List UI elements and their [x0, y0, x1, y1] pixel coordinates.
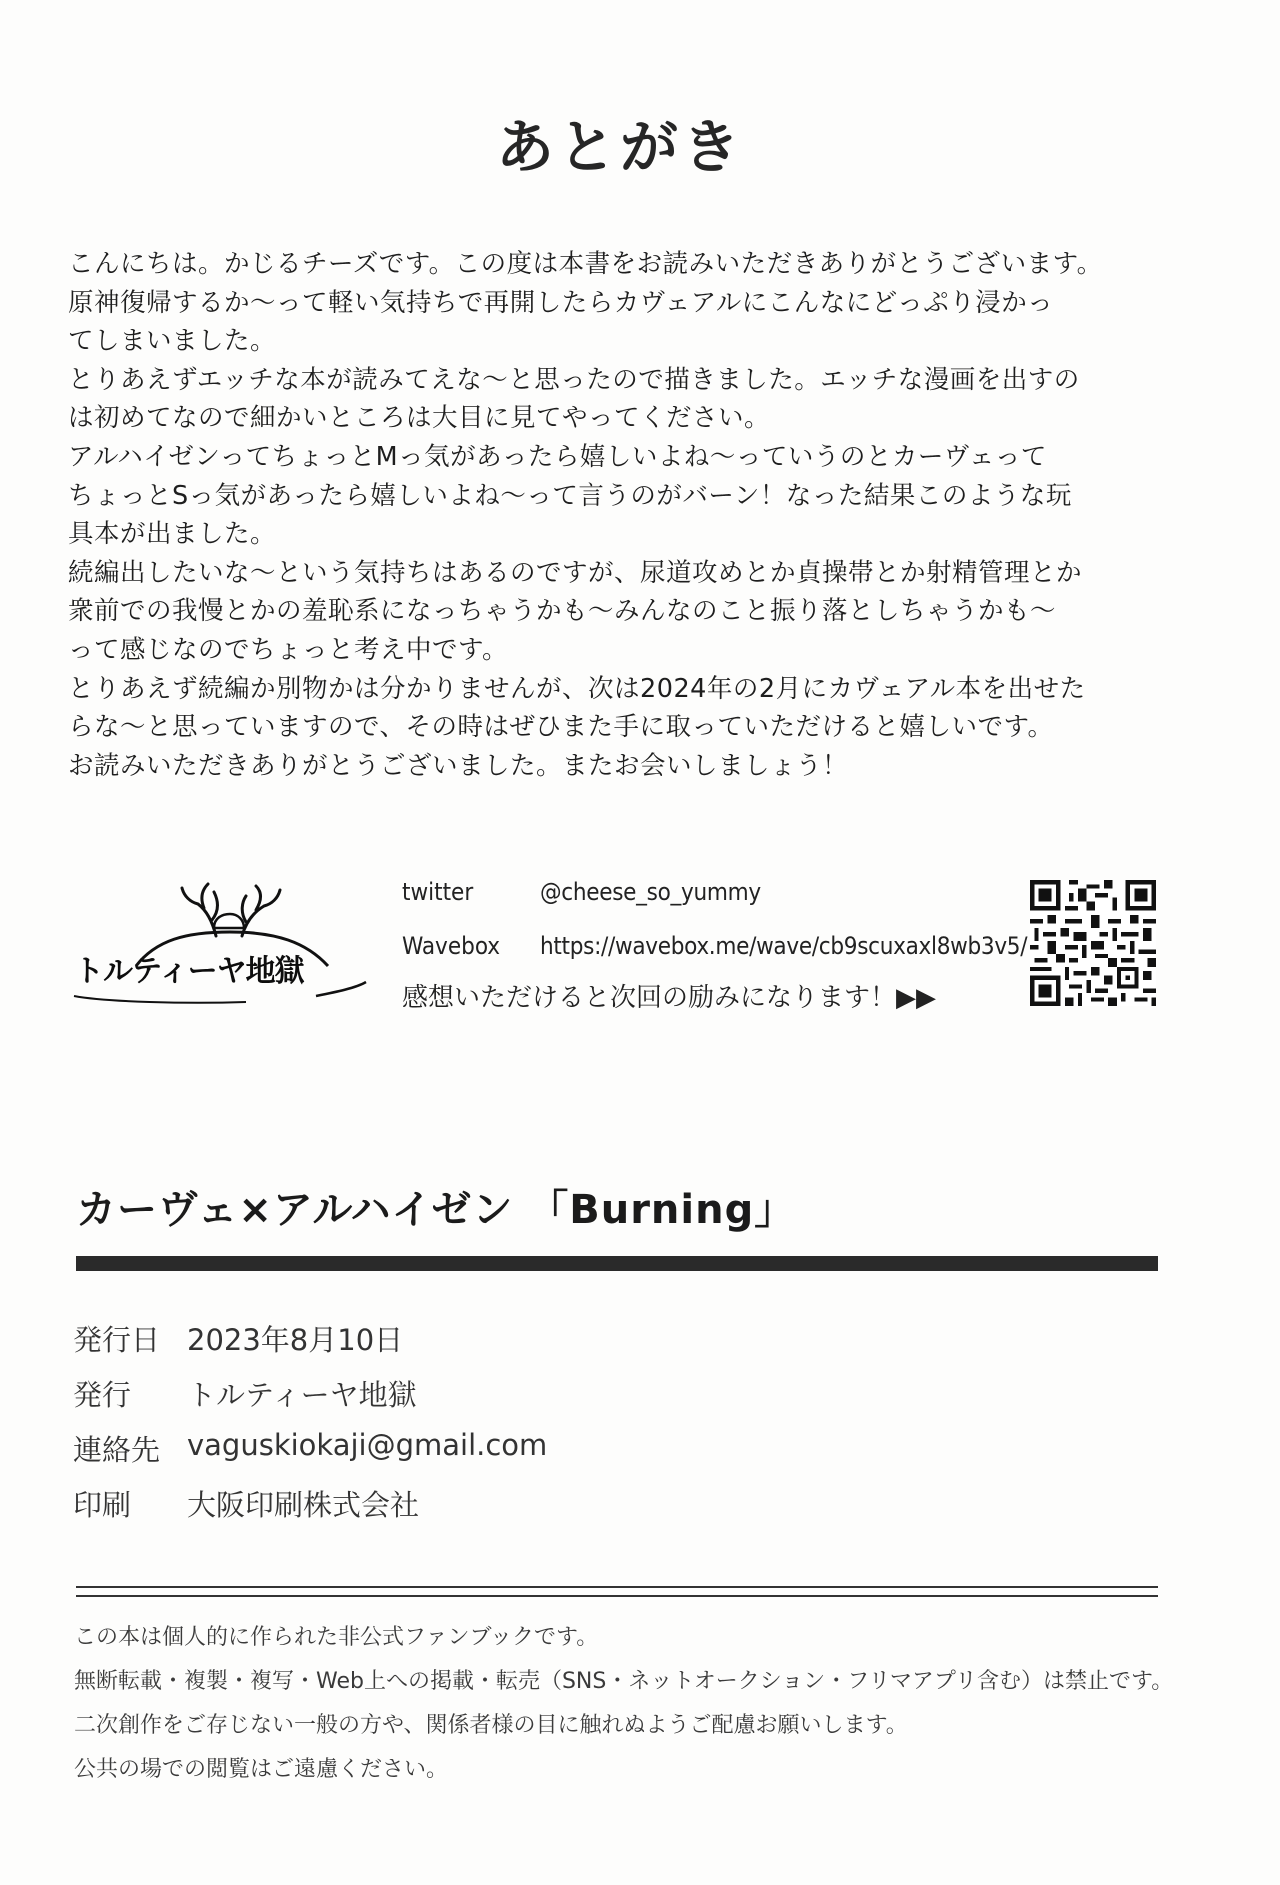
- circle-logo: [66, 870, 376, 1010]
- afterword-line: とりあえずエッチな本が読みてえな〜と思ったので描きました。エッチな漫画を出すの: [68, 364, 1080, 395]
- wavebox-url: https://wavebox.me/wave/cb9scuxaxl8wb3v5/: [540, 932, 1028, 960]
- afterword-line: お読みいただきありがとうございました。またお会いしましょう！: [68, 750, 849, 781]
- afterword-line: ちょっとSっ気があったら嬉しいよね〜って言うのがバーン！なった結果このような玩: [68, 480, 1072, 511]
- note-line: 公共の場での閲覧はご遠慮ください。: [74, 1757, 449, 1782]
- title-rule: [76, 1256, 1158, 1271]
- book-title: カーヴェ×アルハイゼン 「Burning」: [76, 1187, 796, 1233]
- afterword-line: アルハイゼンってちょっとMっ気があったら嬉しいよね〜っていうのとカーヴェって: [68, 441, 1047, 472]
- afterword-line: とりあえず続編か別物かは分かりませんが、次は2024年の2月にカヴェアル本を出せた: [68, 673, 1086, 704]
- afterword-line: こんにちは。かじるチーズです。この度は本書をお読みいただきありがとうございます。: [68, 249, 1103, 279]
- afterword-body: [68, 245, 1188, 785]
- afterword-line: 具本が出ました。: [68, 519, 277, 550]
- notes-block: [74, 1622, 1173, 1798]
- twitter-label: twitter: [402, 878, 474, 906]
- note-line: 無断転載・複製・複写・Web上への掲載・転売（SNS・ネットオークション・フリマアプリ含む）は禁止です。: [74, 1669, 1174, 1694]
- colophon-value: トルティーヤ地獄: [187, 1378, 417, 1412]
- afterword-line: 原神復帰するか〜って軽い気持ちで再開したらカヴェアルにこんなにどっぷり浸かっ: [68, 287, 1054, 318]
- colophon-value: 2023年8月10日: [187, 1323, 404, 1357]
- colophon-label: 発行: [73, 1378, 132, 1412]
- afterword-line: てしまいました。: [68, 326, 277, 357]
- qr-code-icon: [1030, 880, 1156, 1006]
- colophon-value: vaguskiokaji@gmail.com: [187, 1428, 548, 1462]
- colophon-value: 大阪印刷株式会社: [187, 1488, 420, 1522]
- note-line: この本は個人的に作られた非公式ファンブックです。: [74, 1625, 599, 1650]
- afterword-line: らな〜と思っていますので、その時はぜひまた手に取っていただけると嬉しいです。: [68, 712, 1054, 743]
- divider: [76, 1595, 1158, 1597]
- colophon-label: 発行日: [73, 1323, 161, 1357]
- twitter-handle: @cheese_so_yummy: [540, 878, 761, 906]
- note-line: 二次創作をご存じない一般の方や、関係者様の目に触れぬようご配慮お願いします。: [74, 1713, 908, 1738]
- afterword-line: 衆前での我慢とかの羞恥系になっちゃうかも〜みんなのこと振り落としちゃうかも〜: [68, 596, 1057, 627]
- wavebox-label: Wavebox: [402, 932, 501, 960]
- colophon-label: 連絡先: [73, 1433, 161, 1467]
- feedback-message: 感想いただけると次回の励みになります！▶▶: [402, 983, 936, 1013]
- circle-logo-text: トルティーヤ地獄: [74, 954, 304, 989]
- afterword-line: って感じなのでちょっと考え中です。: [68, 634, 508, 665]
- afterword-line: は初めてなので細かいところは大目に見てやってください。: [68, 403, 771, 434]
- afterword-title: あとがき: [495, 113, 744, 181]
- divider: [76, 1586, 1158, 1588]
- afterword-line: 続編出したいな〜という気持ちはあるのですが、尿道攻めとか貞操帯とか射精管理とか: [68, 557, 1083, 588]
- colophon-label: 印刷: [73, 1488, 132, 1522]
